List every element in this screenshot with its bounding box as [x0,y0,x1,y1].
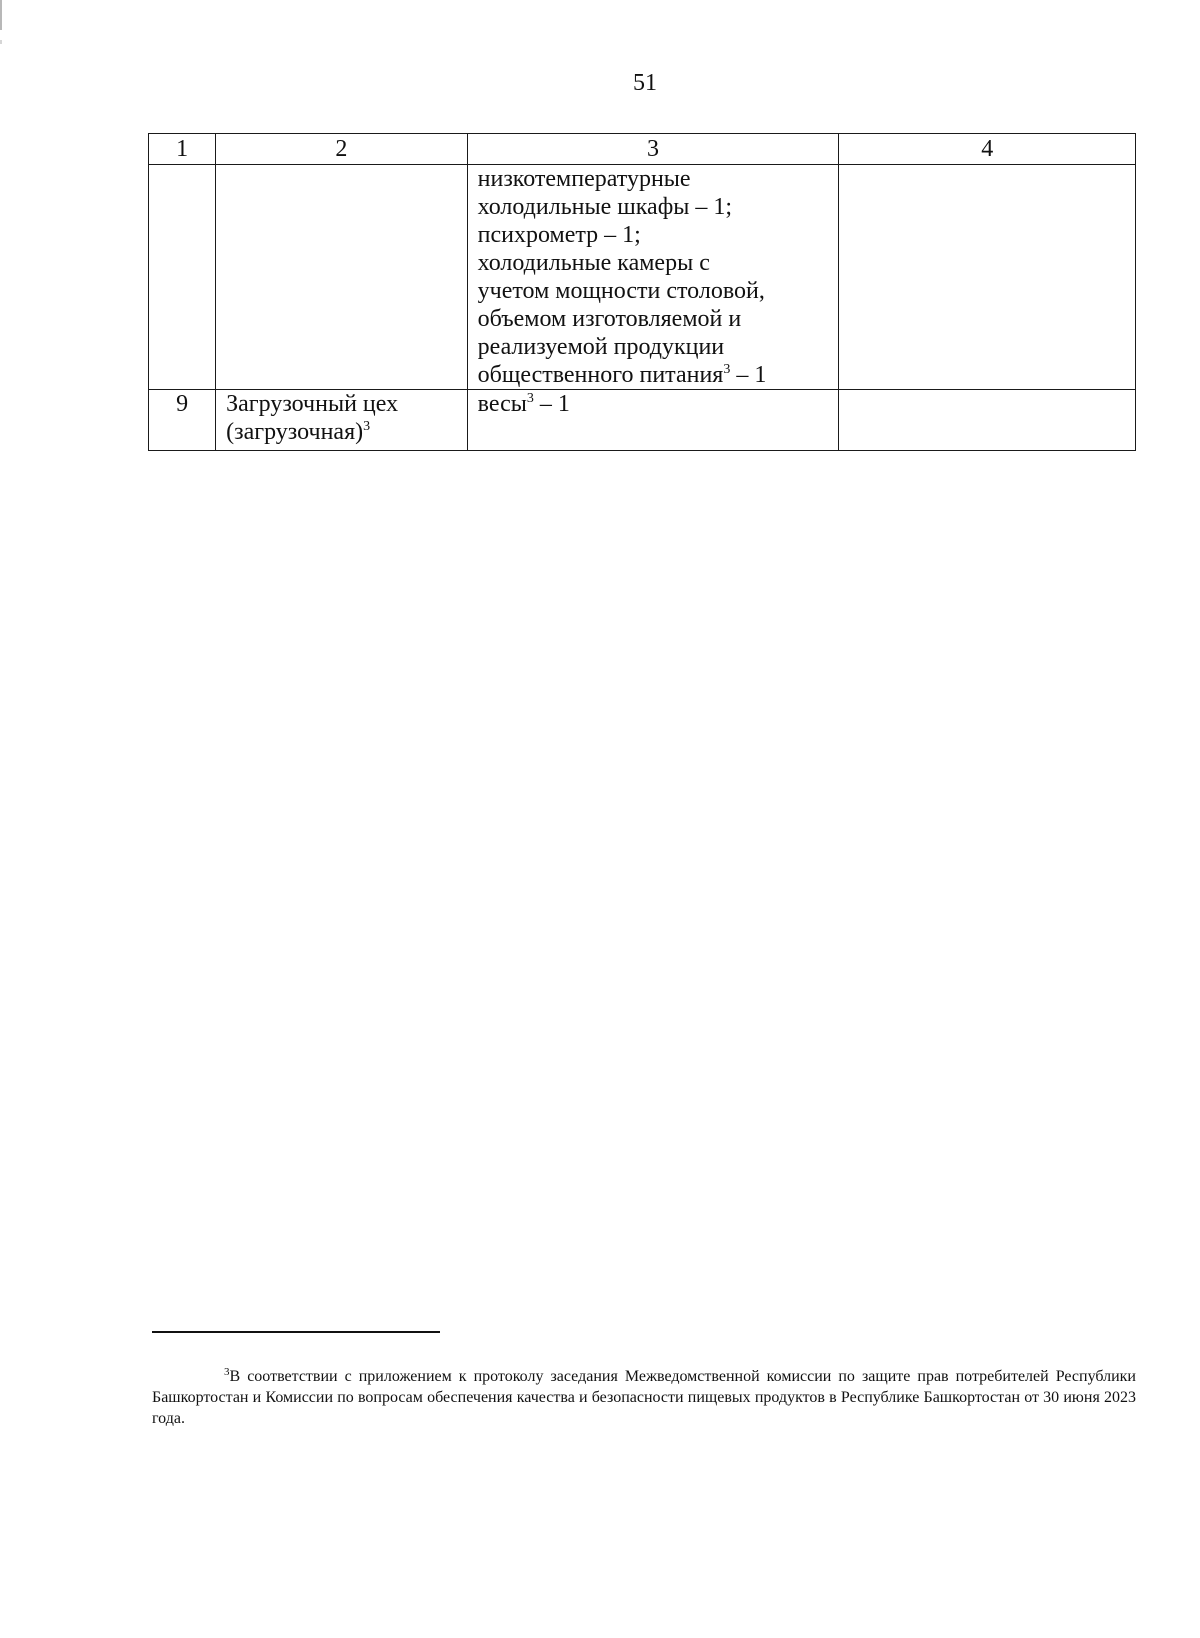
equipment-list-cell [467,390,839,451]
table-header-row [149,134,1136,165]
equipment-table [148,133,1136,451]
equipment-line: учетом мощности столовой, [477,278,765,304]
column-header-4: 4 [839,134,1136,165]
equipment-line: низкотемпературные [477,166,691,192]
footnote-ref: 3 [723,362,731,377]
equipment-text: весы [477,391,527,417]
scan-edge-artifact [0,0,2,1638]
footnote [152,1366,1136,1429]
notes-cell [839,165,1136,390]
table-row [149,390,1136,451]
footnote-text: В соответствии с приложением к протоколу заседания Межведомственной комиссии по защите прав потребителей Республики Башкортостан и Комиссии по вопросам обеспечения качества и безопасности пищевых продуктов в Республике Башкортостан от 30 июня 2023 года. [152,1368,1136,1427]
equipment-line: холодильные шкафы – 1; [477,194,733,220]
equipment-quantity: – 1 [533,391,570,417]
room-name-line [226,418,457,446]
equipment-line: реализуемой продукции [477,334,725,360]
room-name-cell [216,390,468,451]
room-name-line: Загрузочный цех [226,391,399,417]
equipment-line: холодильные камеры с [477,250,710,276]
column-header-2: 2 [216,134,468,165]
equipment-list-cell [467,165,839,390]
notes-cell [839,390,1136,451]
row-number-cell: 9 [149,390,216,451]
footnote-ref: 3 [363,419,371,434]
column-header-3: 3 [467,134,839,165]
table-row [149,165,1136,390]
column-header-1: 1 [149,134,216,165]
equipment-text: общественного питания [477,362,724,388]
equipment-line: объемом изготовляемой и [477,306,742,332]
page-number: 51 [633,70,657,96]
equipment-line: психрометр – 1; [477,222,641,248]
footnote-separator [152,1331,440,1333]
room-name-text: (загрузочная) [226,419,364,445]
equipment-line [478,361,829,389]
row-number-cell [149,165,216,390]
room-name-cell [216,165,468,390]
equipment-quantity: – 1 [730,362,767,388]
footnote-marker: 3 [224,1366,230,1378]
footnote-ref: 3 [526,391,534,406]
